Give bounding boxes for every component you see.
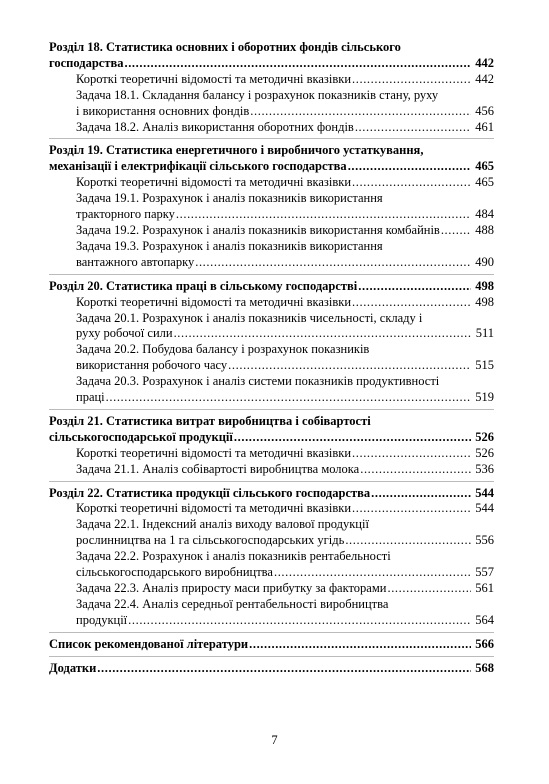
page-ref: 566 [475, 636, 494, 651]
page-ref: 564 [475, 612, 494, 627]
toc-item[interactable]: Задача 21.1. Аналіз собівартості виробництва молока ..... 536 [49, 462, 494, 478]
page-ref: 442 [475, 55, 494, 70]
leader-dots [387, 581, 471, 597]
page-ref: 536 [475, 461, 494, 476]
toc-item-cont[interactable]: продукції ..... 564 [49, 613, 494, 629]
toc-item[interactable]: Короткі теоретичні відомості та методичні вказівки ..... 526 [49, 446, 494, 462]
toc-references [49, 632, 494, 653]
leader-dots [274, 565, 471, 581]
toc-item[interactable]: Задача 18.1. Складання балансу і розрахунок показників стану, руху [76, 87, 439, 102]
toc-section-22 [49, 481, 494, 629]
toc-section-19 [49, 138, 494, 270]
toc-item[interactable]: Короткі теоретичні відомості та методичні вказівки ..... 442 [49, 72, 494, 88]
toc-item[interactable]: Короткі теоретичні відомості та методичні вказівки ..... 544 [49, 501, 494, 517]
page-ref: 442 [475, 71, 494, 86]
toc-item[interactable]: Задача 18.2. Аналіз використання оборотних фондів ..... 461 [49, 120, 494, 136]
page-number: 7 [271, 733, 278, 747]
leader-dots [352, 501, 471, 517]
page-ref: 484 [475, 207, 494, 222]
leader-dots [176, 207, 471, 223]
leader-dots [348, 159, 471, 175]
toc-item[interactable]: Задача 22.4. Аналіз середньої рентабельності виробництва [76, 596, 389, 611]
page-ref: 490 [475, 254, 494, 269]
page-ref: 515 [475, 358, 494, 373]
toc-item[interactable]: Задача 19.1. Розрахунок і аналіз показників використання [76, 191, 383, 206]
leader-dots [128, 613, 471, 629]
toc-appendix [49, 656, 494, 677]
toc-section-title-cont[interactable]: механізації і електрифікації сільського господарства ..... 465 [49, 159, 494, 175]
leader-dots [124, 56, 471, 72]
toc-item-cont[interactable]: і використання основних фондів ..... 456 [49, 104, 494, 120]
toc-item-cont[interactable]: рослинництва на 1 га сільськогосподарських угідь ..... 556 [49, 533, 494, 549]
toc-item-cont[interactable]: праці ..... 519 [49, 390, 494, 406]
toc-section-title[interactable]: Розділ 21. Статистика витрат виробництва і собівартості [49, 413, 371, 428]
leader-dots [352, 295, 471, 311]
leader-dots [250, 104, 471, 120]
toc-item[interactable]: Задача 20.3. Розрахунок і аналіз системи показників продуктивності [76, 374, 440, 389]
page-ref: 568 [475, 660, 494, 675]
toc-item[interactable]: Задача 22.2. Розрахунок і аналіз показників рентабельності [76, 549, 391, 564]
toc-section-title[interactable]: Розділ 22. Статистика продукції сільського господарства ..... 544 [49, 486, 494, 502]
toc-appendix-entry[interactable]: Додатки ..... 568 [49, 661, 494, 677]
page-ref: 556 [475, 533, 494, 548]
leader-dots [249, 637, 471, 653]
toc-section-20 [49, 274, 494, 406]
leader-dots [97, 661, 471, 677]
toc-item-cont[interactable]: сільськогосподарського виробництва ..... 557 [49, 565, 494, 581]
page-ref: 498 [475, 278, 494, 293]
toc-section-title-cont[interactable]: сільськогосподарської продукції ..... 526 [49, 430, 494, 446]
toc-item-cont[interactable]: тракторного парку ..... 484 [49, 207, 494, 223]
toc-item[interactable]: Задача 20.1. Розрахунок і аналіз показників чисельності, складу і [76, 310, 423, 325]
leader-dots [174, 326, 471, 342]
leader-dots [371, 486, 471, 502]
toc-section-title[interactable]: Розділ 18. Статистика основних і оборотних фондів сільського [49, 40, 401, 54]
toc-item[interactable]: Задача 19.3. Розрахунок і аналіз показників використання [76, 238, 383, 253]
toc-section-title-cont[interactable]: господарства ..... 442 [49, 56, 494, 72]
page-ref: 544 [475, 501, 494, 516]
leader-dots [358, 279, 471, 295]
leader-dots [345, 533, 471, 549]
page-ref: 456 [475, 103, 494, 118]
page-ref: 557 [475, 565, 494, 580]
page-ref: 511 [475, 326, 494, 341]
page-ref: 465 [475, 175, 494, 190]
toc-section-21 [49, 409, 494, 478]
toc-item-cont[interactable]: використання робочого часу ..... 515 [49, 358, 494, 374]
page-ref: 519 [475, 390, 494, 405]
leader-dots [352, 175, 471, 191]
leader-dots [352, 446, 471, 462]
toc-section-title[interactable]: Розділ 19. Статистика енергетичного і виробничого устаткування, [49, 143, 424, 158]
page-ref: 544 [475, 485, 494, 500]
leader-dots [106, 390, 471, 406]
toc-item[interactable]: Задача 22.1. Індексний аналіз виходу валової продукції [76, 517, 369, 532]
page-ref: 526 [475, 429, 494, 444]
leader-dots [441, 223, 471, 239]
page-ref: 461 [475, 119, 494, 134]
page-ref: 488 [475, 222, 494, 237]
leader-dots [355, 120, 471, 136]
leader-dots [195, 255, 471, 271]
toc-references-entry[interactable]: Список рекомендованої літератури ..... 566 [49, 637, 494, 653]
leader-dots [352, 72, 471, 88]
toc-section-18 [49, 40, 494, 135]
table-of-contents [49, 38, 494, 677]
leader-dots [360, 462, 471, 478]
toc-item-cont[interactable]: вантажного автопарку ..... 490 [49, 255, 494, 271]
page-ref: 526 [475, 445, 494, 460]
toc-item[interactable]: Задача 20.2. Побудова балансу і розрахунок показників [76, 342, 370, 357]
toc-section-title[interactable]: Розділ 20. Статистика праці в сільському господарстві ..... 498 [49, 279, 494, 295]
toc-item-cont[interactable]: руху робочої сили ..... 511 [49, 326, 494, 342]
toc-item[interactable]: Задача 19.2. Розрахунок і аналіз показників використання комбайнів ..... 488 [49, 223, 494, 239]
toc-item[interactable]: Короткі теоретичні відомості та методичні вказівки ..... 498 [49, 295, 494, 311]
page-ref: 498 [475, 294, 494, 309]
page-ref: 561 [475, 581, 494, 595]
leader-dots [228, 358, 471, 374]
toc-item[interactable]: Задача 22.3. Аналіз приросту маси прибутку за факторами ..... 561 [49, 581, 494, 597]
leader-dots [234, 430, 471, 446]
page-ref: 465 [475, 159, 494, 174]
toc-item[interactable]: Короткі теоретичні відомості та методичні вказівки ..... 465 [49, 175, 494, 191]
